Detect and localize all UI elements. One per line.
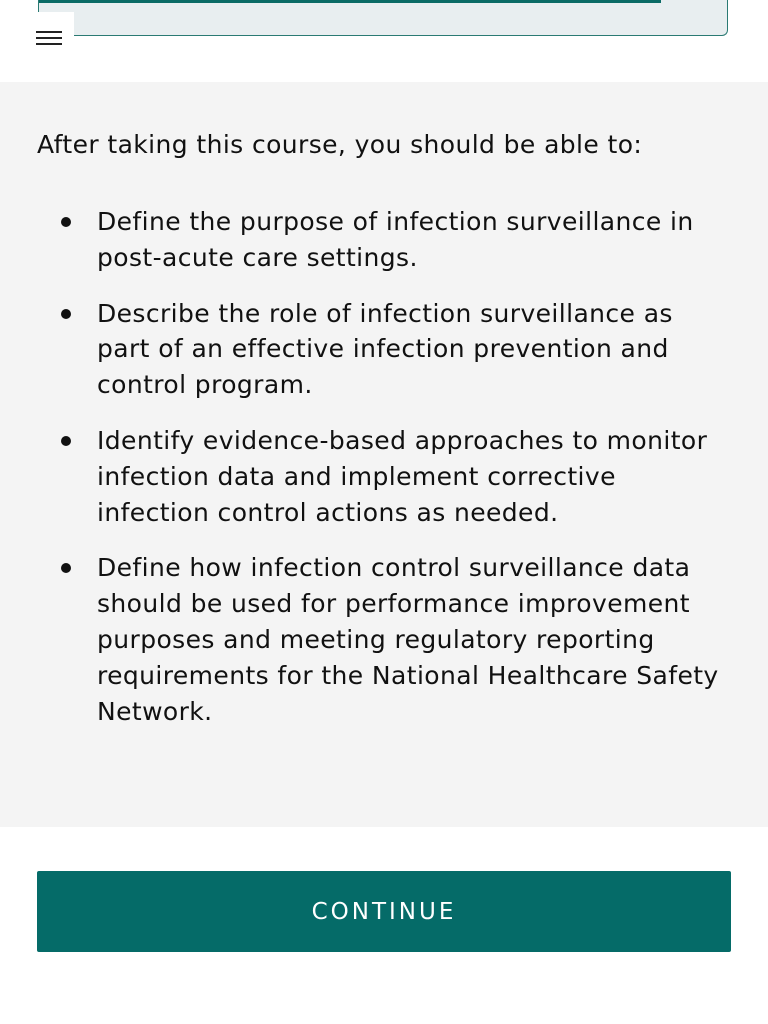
objective-item <box>0 550 720 729</box>
objective-text: Identify evidence-based approaches to monitor infection data and implement corrective infection control actions as needed. <box>97 425 708 527</box>
menu-button[interactable] <box>24 12 74 54</box>
objective-text: Describe the role of infection surveillance as part of an effective infection prevention and control program. <box>97 298 673 400</box>
learning-objectives-section <box>0 82 768 827</box>
progress-bar <box>39 0 661 3</box>
bullet-icon <box>61 217 71 227</box>
bullet-icon <box>61 563 71 573</box>
objective-item <box>0 204 720 276</box>
objective-text: Define the purpose of infection surveillance in post-acute care settings. <box>97 207 694 272</box>
previous-block-card <box>38 0 728 36</box>
bullet-icon <box>61 436 71 446</box>
bullet-icon <box>61 309 71 319</box>
continue-button[interactable]: CONTINUE <box>37 871 731 952</box>
objectives-intro: After taking this course, you should be able to: <box>37 130 643 159</box>
objective-text: Define how infection control surveillance data should be used for performance improvement purposes and meeting regulatory reporting requirements for the National Healthcare Safety Network. <box>97 553 719 726</box>
objectives-list <box>0 204 720 749</box>
objective-item <box>0 423 720 530</box>
objective-item <box>0 296 720 403</box>
